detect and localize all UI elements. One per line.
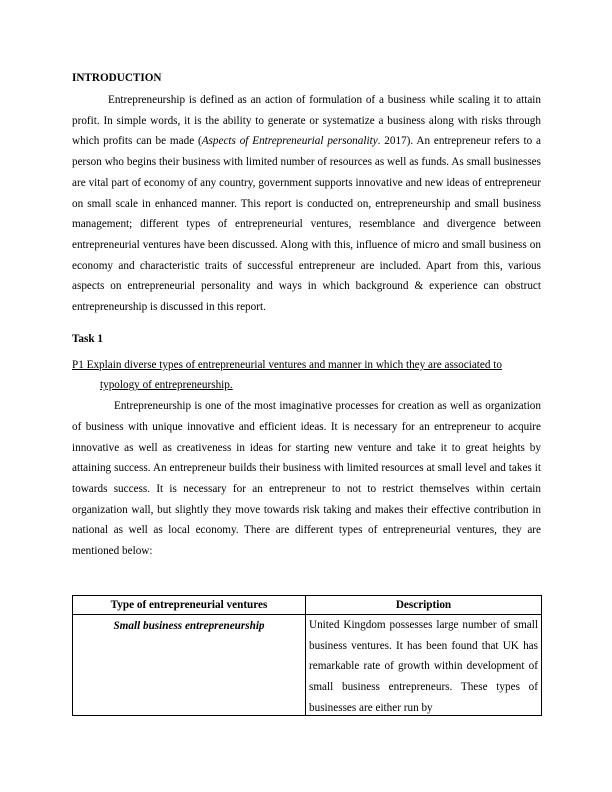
venture-description-text: United Kingdom possesses large number of small business ventures. It has been found that UK has remarkable rate of growth within development of small business entrepreneurs. These types of businesses are either run by: [309, 619, 538, 714]
venture-type-cell: Small business entrepreneurship: [73, 615, 306, 716]
venture-description-cell: [306, 615, 542, 716]
intro-text-part2: . 2017). An entrepreneur refers to a person who begins their business with limited number of resources as well as funds. As small businesses are vital part of economy of any country, government supports innovative and new ideas of entrepreneur on small scale in enhanced manner. This report is conducted on, entrepreneurship and small business management; different types of entrepreneurial ventures, resemblance and divergence between entrepreneurial ventures have been discussed. Along with this, influence of micro and small business on economy and characteristic traits of successful entrepreneur are included. Apart from this, various aspects on entrepreneurial personality and ways in which background & experience can obstruct entrepreneurship is discussed in this report.: [72, 135, 542, 314]
introduction-heading: INTRODUCTION: [72, 72, 162, 84]
introduction-paragraph: [72, 90, 541, 318]
task1-paragraph: Entrepreneurship is one of the most imaginative processes for creation as well as organization of business with unique innovative and efficient ideas. It is necessary for an entrepreneur to acquire innovative as well as creativeness in ideas for starting new venture and take it to great heights by attaining success. An entrepreneur builds their business with limited resources at small level and takes it towards success. It is necessary for an entrepreneur to not to restrict themselves within certain organization wall, but slightly they move towards risk taking and makes their effective contribution in national as well as local economy. There are different types of entrepreneurial ventures, they are mentioned below:: [72, 400, 541, 558]
ventures-table: [72, 595, 542, 716]
task1-heading: Task 1: [72, 332, 103, 345]
table-header-row: [73, 596, 542, 615]
table-row: [73, 615, 542, 716]
intro-text-part1: Entrepreneurship is defined as an action of formulation of a business while scaling it to attain profit. In simple words, it is the ability to generate or systematize a business along with risks through which profits can be made (: [72, 94, 541, 148]
document-page: [72, 70, 541, 562]
p1-question-title: P1 Explain diverse types of entrepreneurial ventures and manner in which they are associated to typology of entrepreneurship.: [72, 358, 502, 392]
table-header-type: Type of entrepreneurial ventures: [73, 596, 306, 615]
intro-citation: Aspects of Entrepreneurial personality: [201, 135, 378, 148]
table-header-description: Description: [306, 596, 542, 615]
